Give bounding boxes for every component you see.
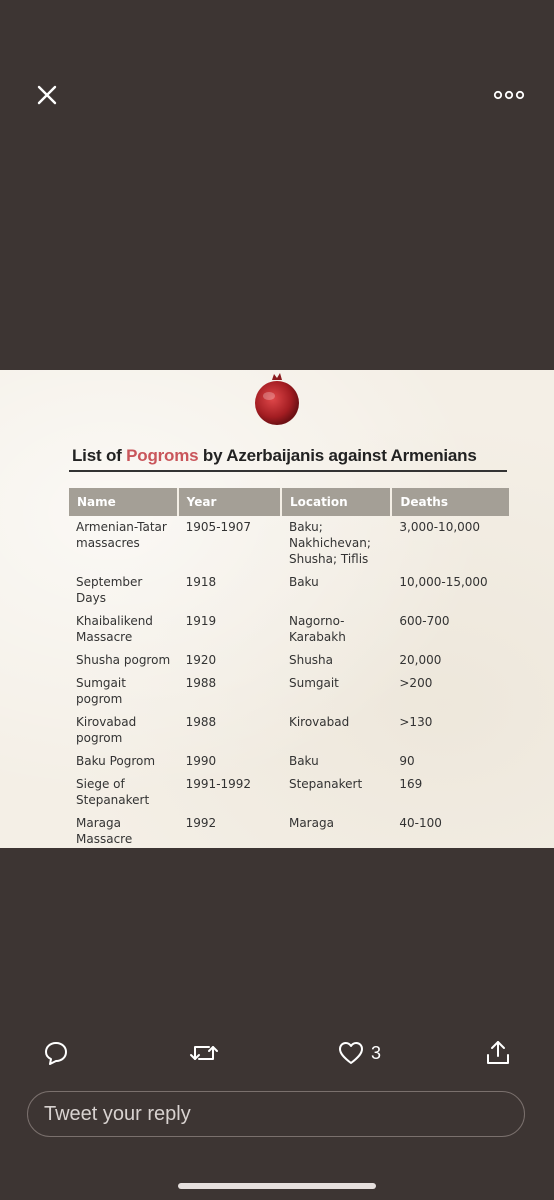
image-title xyxy=(72,446,477,466)
table-cell: 20,000 xyxy=(399,653,442,667)
table-cell: Siege of Stepanakert xyxy=(76,777,150,807)
table-cell: 1905-1907 xyxy=(185,520,252,534)
column-header: Location xyxy=(282,488,392,516)
table-row xyxy=(69,750,509,773)
home-indicator xyxy=(178,1183,376,1189)
title-prefix: List of xyxy=(72,446,127,465)
table-cell: Sumgait pogrom xyxy=(76,676,126,706)
reply-icon xyxy=(42,1039,70,1067)
table-cell: 1992 xyxy=(185,816,217,830)
table-cell: 3,000-10,000 xyxy=(399,520,481,534)
table-row xyxy=(69,773,509,812)
reply-input[interactable] xyxy=(27,1091,525,1137)
table-cell: Khaibalikend Massacre xyxy=(76,614,153,644)
heart-icon xyxy=(337,1039,365,1067)
table-header-row xyxy=(69,488,509,516)
table-cell: Baku xyxy=(288,754,319,768)
tweet-image[interactable] xyxy=(0,370,554,848)
share-icon xyxy=(484,1039,512,1067)
retweet-button[interactable] xyxy=(189,1038,219,1068)
table-row xyxy=(69,812,509,848)
title-suffix: by Azerbaijanis against Armenians xyxy=(198,446,477,465)
table-row xyxy=(69,571,509,610)
like-button[interactable] xyxy=(337,1038,381,1068)
close-icon xyxy=(30,78,64,112)
share-button[interactable] xyxy=(484,1038,512,1068)
table-cell: 1990 xyxy=(185,754,217,768)
table-cell: 600-700 xyxy=(399,614,450,628)
table-cell: Nagorno-Karabakh xyxy=(288,614,346,644)
table-row xyxy=(69,610,509,649)
more-icon xyxy=(492,82,526,108)
title-rule xyxy=(69,470,507,472)
table-cell: 1988 xyxy=(185,715,217,729)
table-cell: Maraga xyxy=(288,816,334,830)
tweet-actions xyxy=(0,1038,554,1070)
close-button[interactable] xyxy=(30,78,64,112)
table-cell: >130 xyxy=(399,715,433,729)
pogroms-table xyxy=(69,488,509,848)
table-cell: Baku; Nakhichevan; Shusha; Tiflis xyxy=(288,520,371,566)
column-header: Year xyxy=(179,488,282,516)
column-header: Name xyxy=(69,488,179,516)
table-cell: 1988 xyxy=(185,676,217,690)
table-cell: 40-100 xyxy=(399,816,442,830)
table-cell: Shusha xyxy=(288,653,334,667)
media-viewer-topbar xyxy=(0,70,554,118)
table-row xyxy=(69,649,509,672)
table-cell: Armenian-Tatar massacres xyxy=(76,520,167,550)
retweet-icon xyxy=(189,1039,219,1067)
table-cell: 1919 xyxy=(185,614,217,628)
column-header: Deaths xyxy=(392,488,509,516)
pomegranate-icon xyxy=(252,372,302,428)
table-row xyxy=(69,516,509,571)
table-cell: 169 xyxy=(399,777,423,791)
table-cell: Kirovabad pogrom xyxy=(76,715,137,745)
table-cell: Kirovabad xyxy=(288,715,350,729)
more-options-button[interactable] xyxy=(492,82,526,108)
like-count: 3 xyxy=(371,1042,382,1063)
title-accent: Pogroms xyxy=(126,446,199,465)
table-cell: Stepanakert xyxy=(288,777,363,791)
table-cell: Baku xyxy=(288,575,319,589)
reply-button[interactable] xyxy=(42,1038,70,1068)
table-row xyxy=(69,711,509,750)
table-cell: Shusha pogrom xyxy=(76,653,171,667)
table-cell: Maraga Massacre xyxy=(76,816,133,846)
table-cell: 90 xyxy=(399,754,415,768)
table-cell: Baku Pogrom xyxy=(76,754,156,768)
table-cell: 1920 xyxy=(185,653,217,667)
table-cell: September Days xyxy=(76,575,143,605)
table-cell: 10,000-15,000 xyxy=(399,575,488,589)
table-cell: 1918 xyxy=(185,575,217,589)
table-row xyxy=(69,672,509,711)
table-cell: 1991-1992 xyxy=(185,777,252,791)
table-cell: Sumgait xyxy=(288,676,339,690)
table-cell: >200 xyxy=(399,676,433,690)
